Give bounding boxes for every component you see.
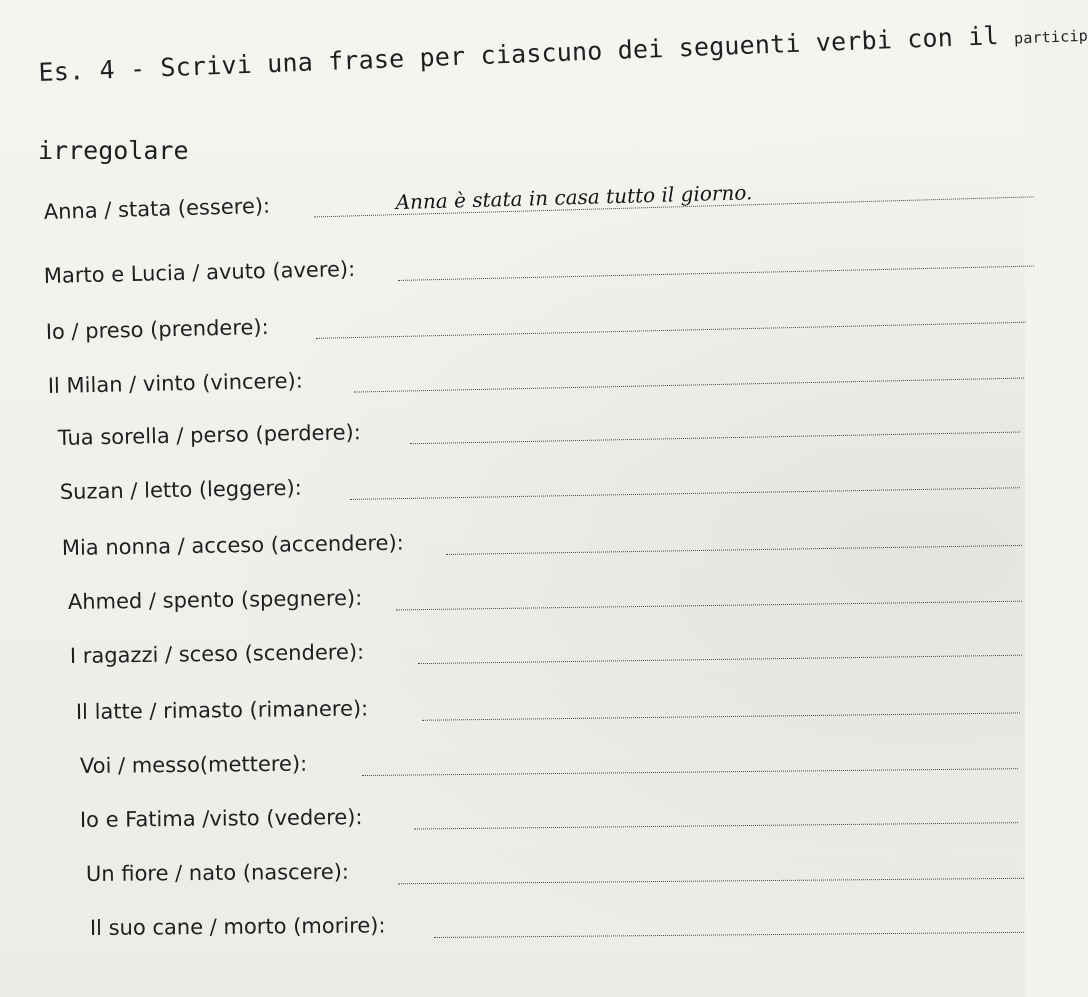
item-prompt: Anna / stata (essere): xyxy=(43,193,271,224)
item-prompt: Io e Fatima /visto (vedere): xyxy=(79,805,363,832)
answer-line[interactable] xyxy=(418,655,1022,664)
item-prompt: Un fiore / nato (nascere): xyxy=(85,859,350,886)
answer-line[interactable] xyxy=(446,545,1022,555)
item-prompt: Marto e Lucia / avuto (avere): xyxy=(43,256,356,288)
answer-line[interactable] xyxy=(434,932,1024,938)
exercise-item xyxy=(90,905,1080,958)
exercise-item xyxy=(43,170,1034,242)
exercise-item xyxy=(46,296,1037,362)
item-prompt: Tua sorella / perso (perdere): xyxy=(57,420,362,450)
exercise-item xyxy=(70,628,1061,686)
item-prompt: Mia nonna / acceso (accendere): xyxy=(61,530,404,560)
exercise-heading-cut-word: particip xyxy=(1013,26,1088,48)
exercise-item xyxy=(44,240,1035,306)
item-prompt: Io / preso (prendere): xyxy=(45,314,269,344)
item-prompt: Suzan / letto (leggere): xyxy=(59,475,302,504)
answer-line[interactable] xyxy=(362,768,1018,776)
exercise-item xyxy=(80,742,1070,796)
exercise-item xyxy=(76,686,1066,742)
handwritten-answer: Anna è stata in casa tutto il giorno. xyxy=(395,180,753,215)
exercise-item xyxy=(48,351,1039,416)
exercise-heading xyxy=(38,20,1088,87)
item-prompt: Il Milan / vinto (vincere): xyxy=(47,368,304,398)
answer-line[interactable] xyxy=(414,822,1018,829)
item-prompt: I ragazzi / sceso (scendere): xyxy=(69,639,365,668)
exercise-item xyxy=(86,851,1076,904)
answer-line[interactable] xyxy=(398,878,1024,884)
exercise-item xyxy=(62,518,1053,578)
exercise-item xyxy=(60,461,1051,522)
answer-line[interactable] xyxy=(410,432,1020,445)
answer-line[interactable] xyxy=(354,378,1024,393)
answer-line[interactable] xyxy=(398,266,1034,281)
item-prompt: Ahmed / spento (spegnere): xyxy=(67,585,363,614)
item-prompt: Il suo cane / morto (morire): xyxy=(89,913,386,940)
answer-line[interactable] xyxy=(350,487,1020,500)
exercise-heading-continuation: irregolare xyxy=(38,136,189,165)
answer-line[interactable] xyxy=(396,601,1022,611)
item-prompt: Il latte / rimasto (rimanere): xyxy=(75,696,369,724)
answer-line[interactable] xyxy=(422,712,1020,720)
exercise-item xyxy=(80,796,1070,850)
exercise-heading-text: Es. 4 - Scrivi una frase per ciascuno dei seguenti verbi con il xyxy=(38,20,1015,87)
exercise-item xyxy=(58,405,1049,468)
exercise-item xyxy=(68,574,1059,632)
answer-line[interactable] xyxy=(316,322,1026,339)
item-prompt: Voi / messo(mettere): xyxy=(79,751,308,778)
